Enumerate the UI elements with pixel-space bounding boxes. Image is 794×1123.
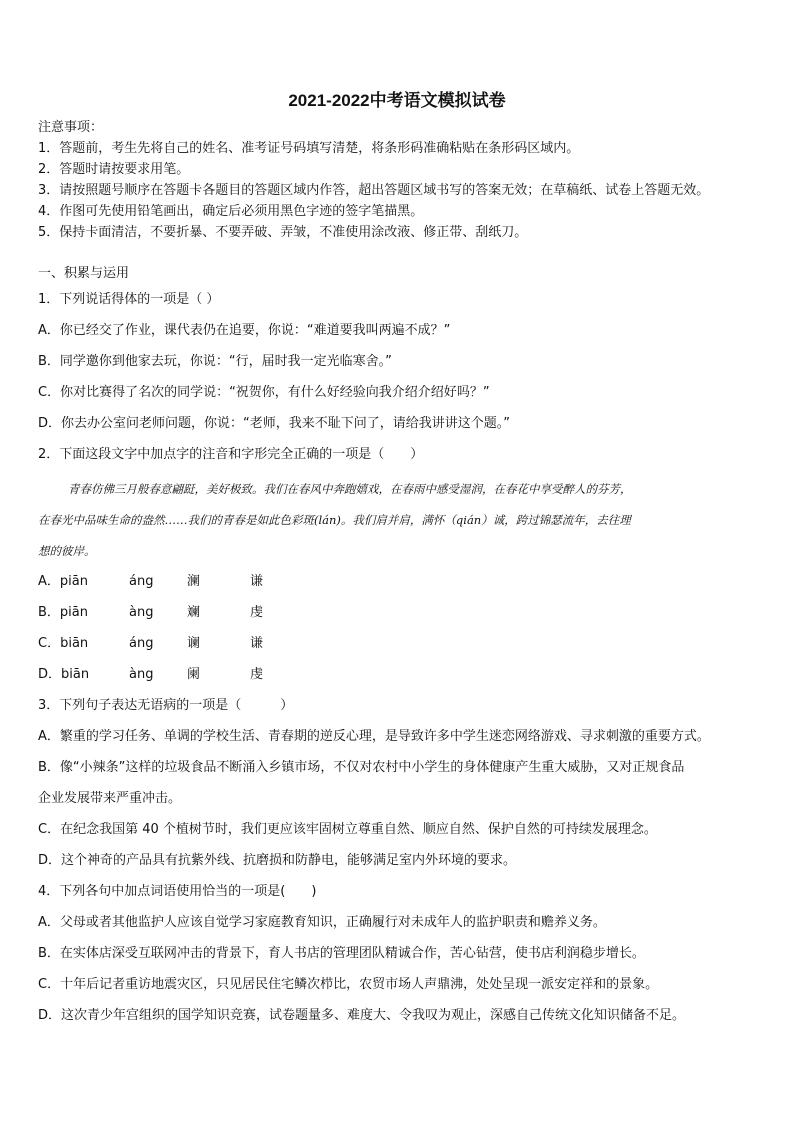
question-2-passage-line: 在春光中品味生命的盎然……我们的青春是如此色彩斑(lán)。我们肩并肩，满怀（qián）诚，跨过锦瑟流年，去往理 xyxy=(38,513,631,527)
section-heading: 一、积累与运用 xyxy=(38,266,130,281)
question-1-option-b: B．同学邀你到他家去玩，你说：“行，届时我一定光临寒舍。” xyxy=(38,354,392,369)
question-4-option-a: A．父母或者其他监护人应该自觉学习家庭教育知识，正确履行对未成年人的监护职责和赡养义务。 xyxy=(38,915,606,930)
option-char: 阑 xyxy=(187,667,201,682)
option-label: D．biān xyxy=(38,667,90,682)
notice-item: 3．请按照题号顺序在答题卡各题目的答题区域内作答，超出答题区域书写的答案无效；在草稿纸、试卷上答题无效。 xyxy=(38,183,710,198)
option-pinyin: áng xyxy=(129,636,154,651)
option-char: 虔 xyxy=(250,667,264,682)
notice-heading: 注意事项： xyxy=(38,120,104,135)
question-1-stem: 1．下列说话得体的一项是（ ） xyxy=(38,292,220,307)
question-2-stem: 2．下面这段文字中加点字的注音和字形完全正确的一项是（ ） xyxy=(38,447,424,462)
option-pinyin: àng xyxy=(129,605,154,620)
question-1-option-c: C．你对比赛得了名次的同学说：“祝贺你，有什么好经验向我介绍介绍好吗？” xyxy=(38,385,490,400)
question-4-option-b: B．在实体店深受互联网冲击的背景下，育人书店的管理团队精诚合作，苦心钻营，使书店利润稳步增长。 xyxy=(38,946,645,961)
option-char: 谰 xyxy=(187,636,201,651)
option-char: 谦 xyxy=(250,574,264,589)
question-3-option-a: A．繁重的学习任务、单调的学校生活、青春期的逆反心理，是导致许多中学生迷恋网络游戏、寻求刺激的重要方式。 xyxy=(38,729,710,744)
question-4-option-d: D．这次青少年宫组织的国学知识竞赛，试卷题量多、难度大、令我叹为观止，深感自己传统文化知识储备不足。 xyxy=(38,1008,686,1023)
question-3-option-b-cont: 企业发展带来严重冲击。 xyxy=(38,791,182,806)
option-pinyin: àng xyxy=(129,667,154,682)
option-label: A．piān xyxy=(38,574,88,589)
option-label: C．biān xyxy=(38,636,89,651)
notice-item: 2．答题时请按要求用笔。 xyxy=(38,162,190,177)
question-2-passage-line: 想的彼岸。 xyxy=(38,544,96,558)
option-char: 虔 xyxy=(250,605,264,620)
question-1-option-a: A．你已经交了作业，课代表仍在追要，你说：“难道要我叫两遍不成？” xyxy=(38,323,451,338)
question-1-option-d: D．你去办公室问老师问题，你说：“老师，我来不耻下问了，请给我讲讲这个题。” xyxy=(38,416,510,431)
question-4-option-c: C．十年后记者重访地震灾区，只见居民住宅鳞次栉比，农贸市场人声鼎沸，处处呈现一派安定祥和的景象。 xyxy=(38,977,659,992)
notice-item: 4．作图可先使用铅笔画出，确定后必须用黑色字迹的签字笔描黑。 xyxy=(38,204,424,219)
option-char: 澜 xyxy=(187,574,201,589)
option-pinyin: áng xyxy=(129,574,154,589)
notice-item: 1．答题前，考生先将自己的姓名、准考证号码填写清楚，将条形码准确粘贴在条形码区域内。 xyxy=(38,141,580,156)
question-3-option-b: B．像“小辣条”这样的垃圾食品不断涌入乡镇市场，不仅对农村中小学生的身体健康产生重大威胁，又对正规食品 xyxy=(38,760,685,775)
option-char: 斓 xyxy=(187,605,201,620)
option-label: B．piān xyxy=(38,605,88,620)
question-3-option-c: C．在纪念我国第 40 个植树节时，我们更应该牢固树立尊重自然、顺应自然、保护自然的可持续发展理念。 xyxy=(38,822,657,837)
question-3-option-d: D．这个神奇的产品具有抗紫外线、抗磨损和防静电，能够满足室内外环境的要求。 xyxy=(38,853,517,868)
question-3-stem: 3．下列句子表达无语病的一项是（ ） xyxy=(38,698,294,713)
question-2-passage-line: 青春仿佛三月般春意翩跹，美好极致。我们在春风中奔跑嬉戏，在春雨中感受湿润，在春花中享受醉人的芬芳， xyxy=(68,482,632,496)
notice-item: 5．保持卡面清洁，不要折暴、不要弄破、弄皱，不准使用涂改液、修正带、刮纸刀。 xyxy=(38,225,528,240)
option-char: 谦 xyxy=(250,636,264,651)
question-4-stem: 4．下列各句中加点词语使用恰当的一项是( ) xyxy=(38,884,317,899)
page-title: 2021-2022中考语文模拟试卷 xyxy=(288,91,506,110)
